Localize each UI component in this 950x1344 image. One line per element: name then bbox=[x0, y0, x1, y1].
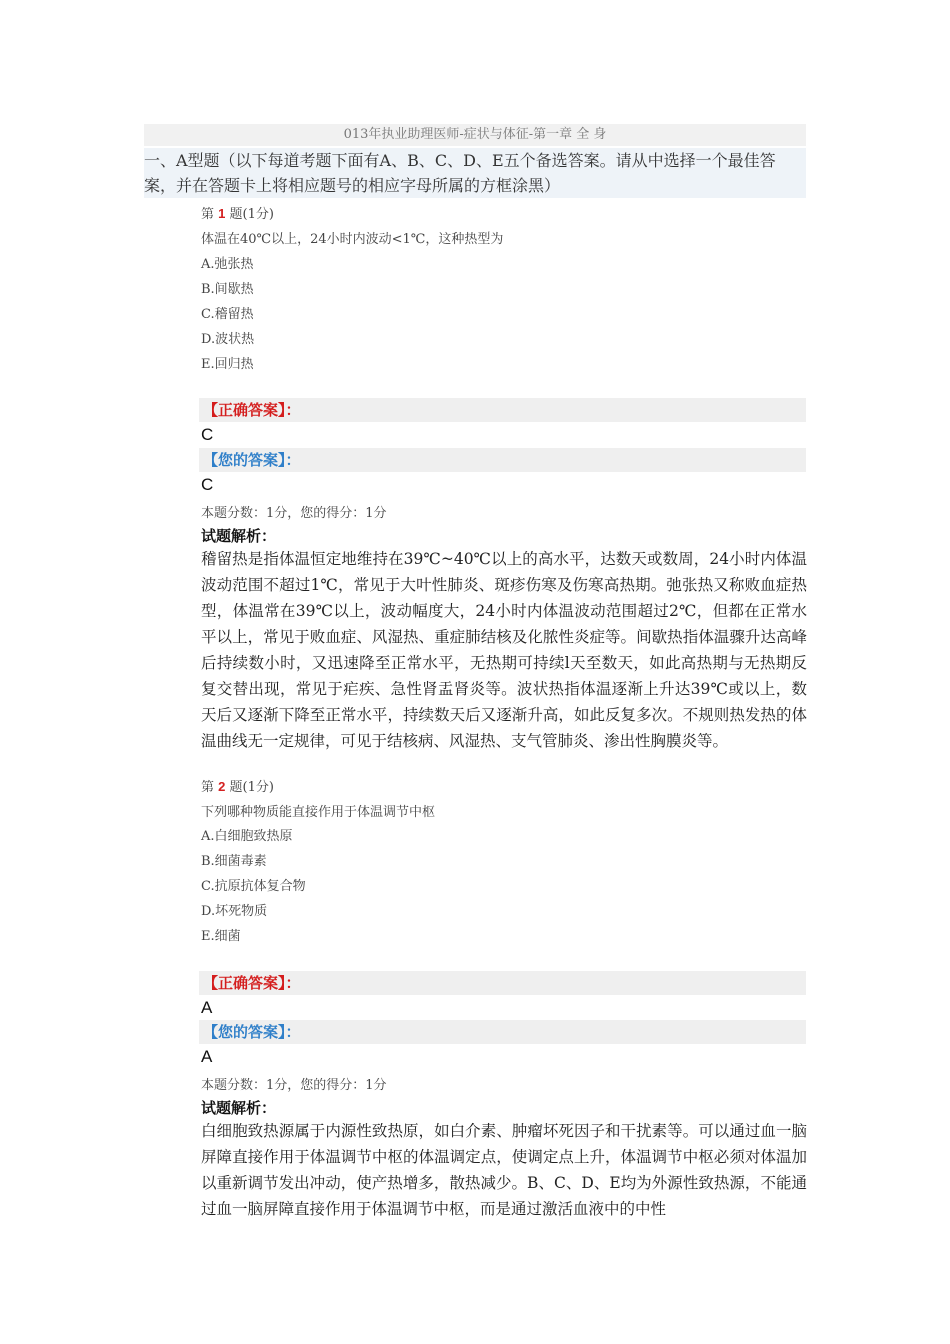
section-header: 一、A型题（以下每道考题下面有A、B、C、D、E五个备选答案。请从中选择一个最佳答案，并在答题卡上将相应题号的相应字母所属的方框涂黑） bbox=[144, 148, 806, 198]
question-1-option-c: C.稽留热 bbox=[201, 307, 254, 322]
your-answer-label: 【您的答案】： bbox=[203, 1023, 301, 1041]
question-1-option-a: A.弛张热 bbox=[201, 257, 254, 272]
question-2-correct-answer: A bbox=[201, 998, 213, 1017]
question-1-analysis-heading: 试题解析： bbox=[201, 527, 277, 545]
question-1-option-d: D.波状热 bbox=[201, 332, 255, 347]
question-2-your-answer: A bbox=[201, 1047, 213, 1066]
question-1-option-e: E.回归热 bbox=[201, 357, 254, 372]
question-2-option-d: D.坏死物质 bbox=[201, 904, 268, 919]
question-1-option-b: B.间歇热 bbox=[201, 282, 254, 297]
question-number: 1 bbox=[218, 206, 226, 221]
question-prefix: 第 bbox=[201, 780, 215, 795]
question-2-option-b: B.细菌毒素 bbox=[201, 854, 267, 869]
question-prefix: 第 bbox=[201, 207, 215, 222]
your-answer-label: 【您的答案】： bbox=[203, 451, 301, 469]
question-1-your-answer: C bbox=[201, 475, 214, 494]
question-suffix: 题(1分) bbox=[229, 207, 274, 222]
question-2-stem: 下列哪种物质能直接作用于体温调节中枢 bbox=[201, 805, 436, 820]
question-suffix: 题(1分) bbox=[229, 780, 274, 795]
question-1-analysis: 稽留热是指体温恒定地维持在39℃~40℃以上的高水平，达数天或数周，24小时内体温波动范围不超过1℃，常见于大叶性肺炎、斑疹伤寒及伤寒高热期。弛张热又称败血症热型，体温常在39℃以上，波动幅度大，24小时内体温波动范围超过2℃，但都在正常水平以上，常见于败血症、风湿热、重症肺结核及化脓性炎症等。间歇热指体温骤升达高峰后持续数小时，又迅速降至正常水平，无热期可持续l天至数天，如此高热期与无热期反复交替出现，常见于疟疾、急性肾盂肾炎等。波状热指体温逐渐上升达39℃或以上，数天后又逐渐下降至正常水平，持续数天后又逐渐升高，如此反复多次。不规则热发热的体温曲线无一定规律，可见于结核病、风湿热、支气管肺炎、渗出性胸膜炎等。 bbox=[201, 550, 807, 750]
question-2-option-e: E.细菌 bbox=[201, 929, 241, 944]
question-1-correct-answer: C bbox=[201, 425, 214, 444]
question-2-analysis: 白细胞致热源属于内源性致热原，如白介素、肿瘤坏死因子和干扰素等。可以通过血一脑屏障直接作用于体温调节中枢的体温调定点，使调定点上升，体温调节中枢必须对体温加以重新调节发出冲动，使产热增多，散热减少。B、C、D、E均为外源性致热源，不能通过血一脑屏障直接作用于体温调节中枢，而是通过激活血液中的中性 bbox=[201, 1122, 807, 1218]
question-1-header bbox=[201, 203, 274, 222]
question-2-score: 本题分数：1分，您的得分：1分 bbox=[201, 1078, 387, 1093]
correct-answer-label: 【正确答案】： bbox=[203, 401, 301, 419]
question-number: 2 bbox=[218, 779, 226, 794]
correct-answer-label: 【正确答案】： bbox=[203, 974, 301, 992]
question-2-option-a: A.白细胞致热原 bbox=[201, 829, 293, 844]
page-title: 013年执业助理医师-症状与体征-第一章 全 身 bbox=[144, 124, 806, 146]
question-2-analysis-heading: 试题解析： bbox=[201, 1099, 277, 1117]
question-1-stem: 体温在40℃以上，24小时内波动<1℃，这种热型为 bbox=[201, 232, 504, 247]
question-1-score: 本题分数：1分，您的得分：1分 bbox=[201, 506, 387, 521]
question-2-option-c: C.抗原抗体复合物 bbox=[201, 879, 306, 894]
question-2-header bbox=[201, 776, 274, 795]
